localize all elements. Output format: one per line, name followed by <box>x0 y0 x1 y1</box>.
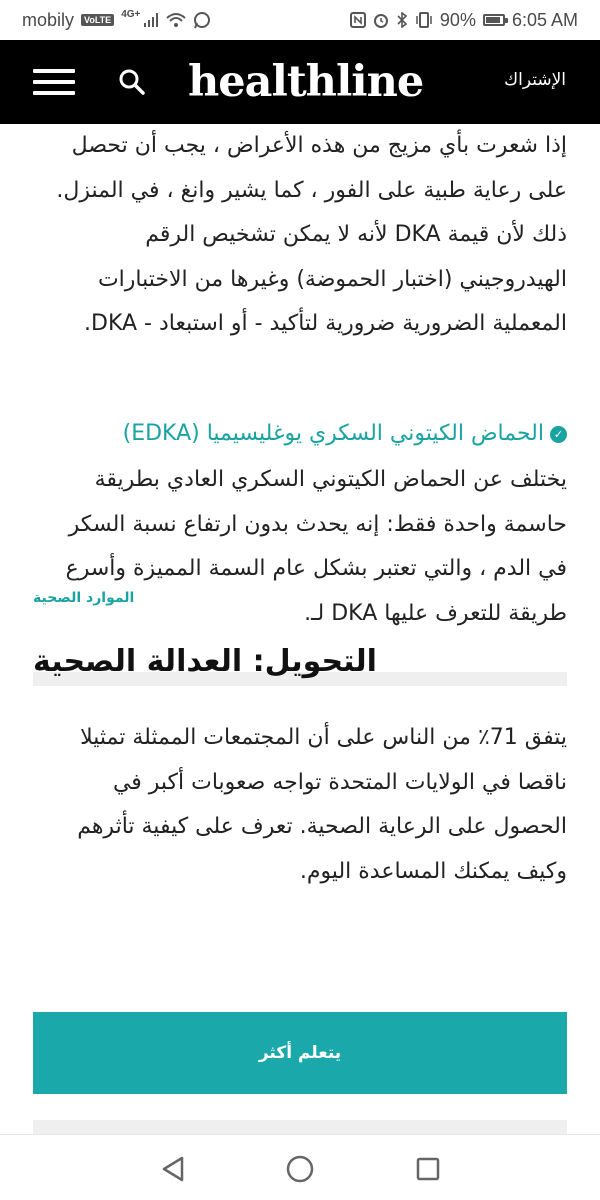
vibrate-icon <box>415 12 433 28</box>
promo-title: التحويل: العدالة الصحية <box>33 644 377 679</box>
article-paragraph: إذا شعرت بأي مزيج من هذه الأعراض ، يجب أن تحصل على رعاية طبية على الفور ، كما يشير وانغ ، في المنزل. ذلك لأن قيمة DKA لأنه لا يمكن تشخيص الرقم الهيدروجيني (اختبار الحموضة) وغيرها من الاختبارات المعملية الضرورية ضرورية لتأكيد - أو استبعاد - DKA. <box>56 133 567 336</box>
subheading-text: الحماض الكيتوني السكري يوغليسيميا (EDKA) <box>122 421 544 446</box>
brand-logo[interactable]: healthline <box>188 57 424 107</box>
bluetooth-icon <box>396 12 408 28</box>
battery-percent: 90% <box>439 9 476 30</box>
section-divider <box>33 1120 567 1134</box>
battery-icon <box>483 14 505 26</box>
article-paragraph: يختلف عن الحماض الكيتوني السكري العادي بطريقة حاسمة واحدة فقط: إنه يحدث بدون ارتفاع نسبة السكر في الدم ، والتي تعتبر بشكل عام السمة المميزة وأسرع طريقة للتعرف عليها DKA لـ. <box>65 467 567 626</box>
promo-body: يتفق 71٪ من الناس على أن المجتمعات الممثلة تمثيلا ناقصا في الولايات المتحدة تواجه صعوبات أكبر في الحصول على الرعاية الصحية. تعرف على كيفية تأثرهم وكيف يمكنك المساعدة اليوم. <box>77 725 567 884</box>
network-type: 4G+ <box>121 8 141 20</box>
status-right <box>350 10 578 31</box>
system-nav-bar <box>0 1134 600 1200</box>
learn-more-button[interactable]: يتعلم أكثر <box>33 1012 567 1094</box>
status-bar <box>0 0 600 40</box>
section-subheading[interactable] <box>0 412 600 456</box>
nfc-icon <box>350 12 366 28</box>
carrier-name: mobily <box>22 9 75 30</box>
status-left <box>22 10 211 31</box>
home-icon[interactable] <box>285 1154 315 1184</box>
subscribe-link[interactable]: الإشتراك <box>504 70 566 90</box>
search-icon[interactable] <box>118 68 146 96</box>
back-icon[interactable] <box>160 1155 186 1183</box>
app-header <box>0 40 600 124</box>
alarm-icon <box>373 12 389 28</box>
volte-badge: VoLTE <box>81 14 114 26</box>
whatsapp-icon <box>193 11 211 29</box>
clock-time: 6:05 AM <box>511 9 578 30</box>
wifi-icon <box>166 12 186 28</box>
recent-apps-icon[interactable] <box>416 1157 440 1181</box>
menu-icon[interactable] <box>33 66 75 98</box>
signal-icon <box>143 12 159 28</box>
promo-kicker: الموارد الصحية <box>33 590 135 606</box>
verified-check-icon: ✓ <box>550 426 567 443</box>
